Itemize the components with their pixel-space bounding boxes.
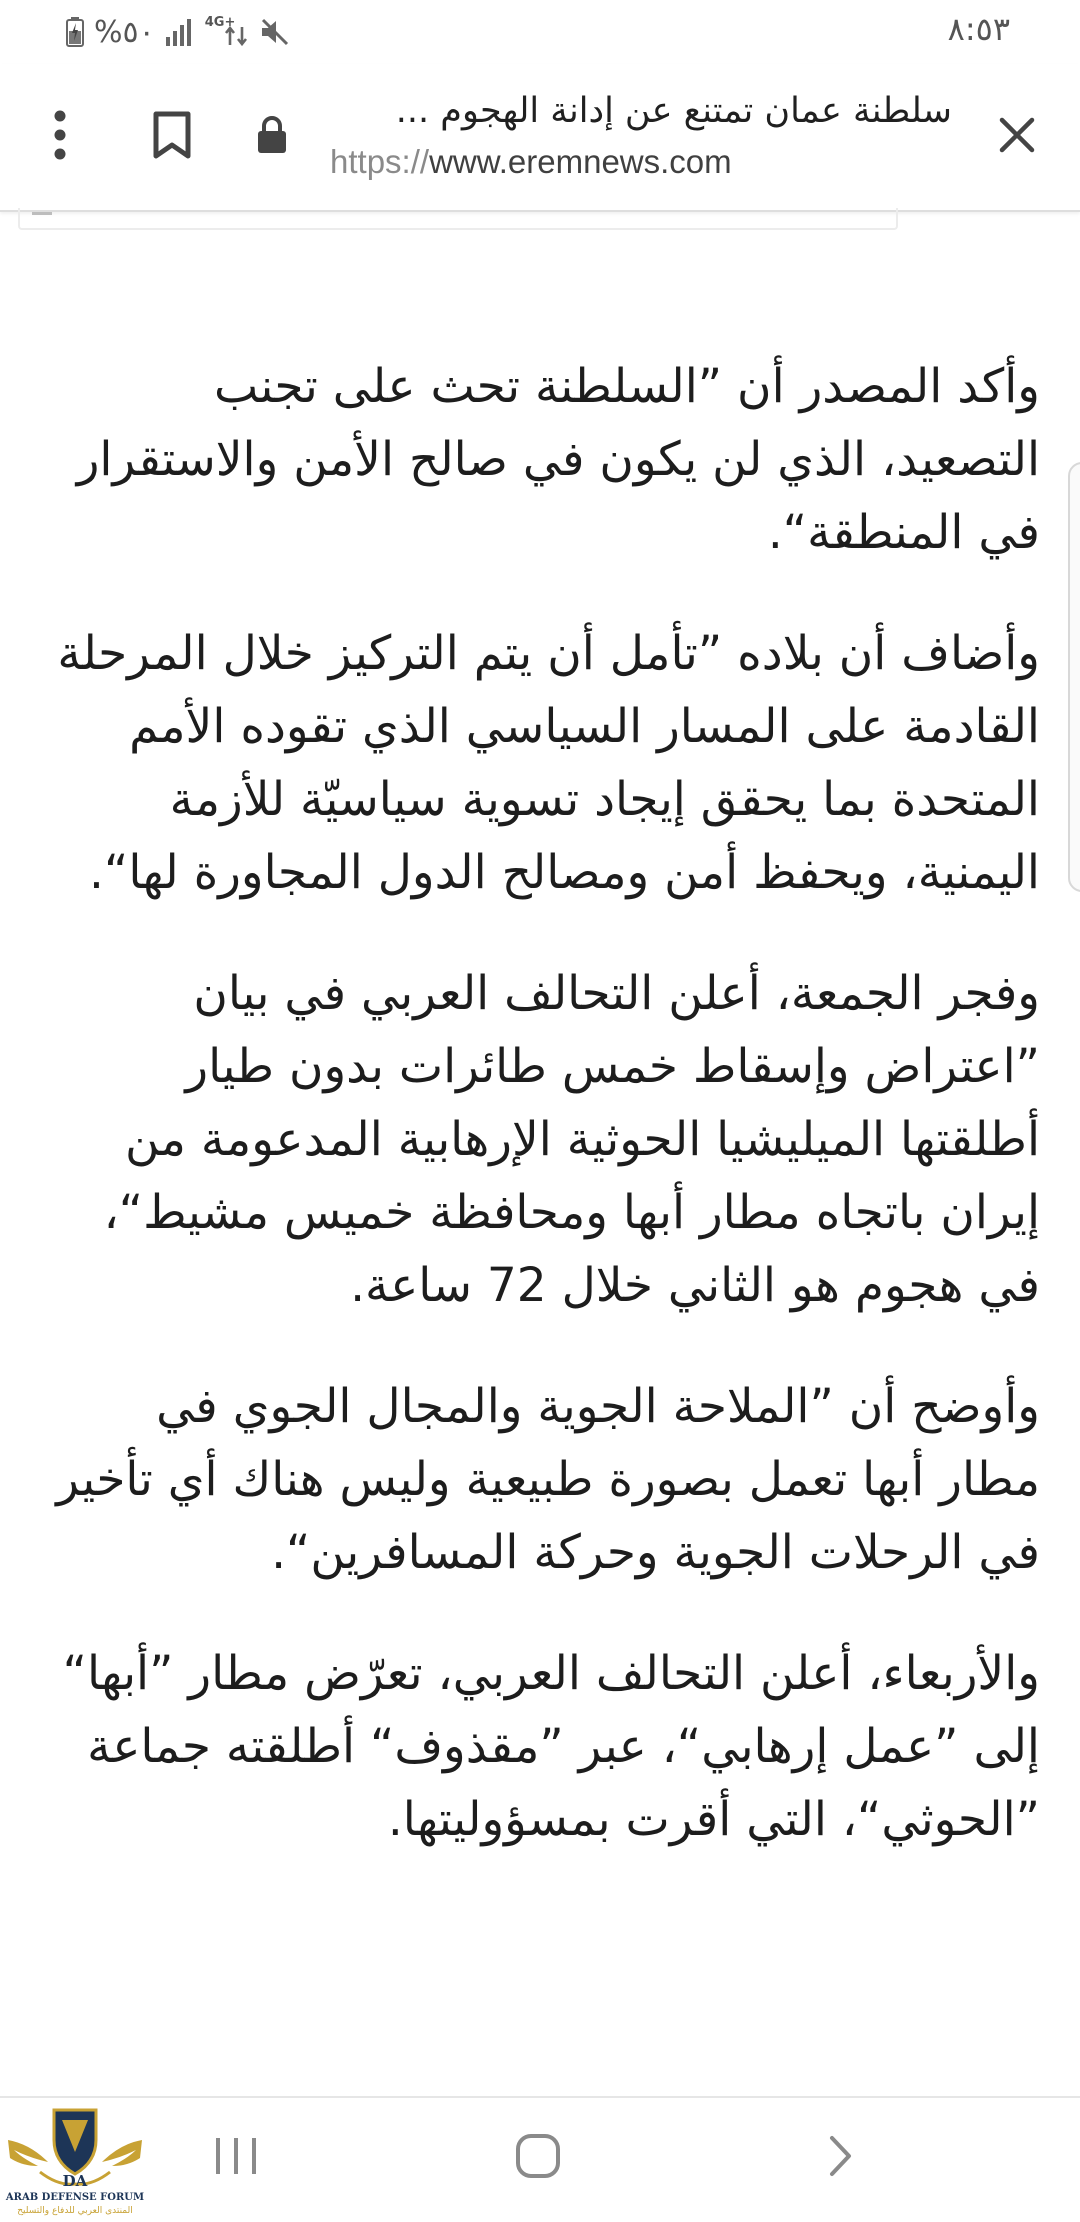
forum-name-ar: المنتدى العربي للدفاع والتسليح	[17, 2206, 133, 2216]
recent-apps-button[interactable]	[202, 2128, 272, 2188]
home-icon	[515, 2133, 561, 2183]
close-icon	[997, 115, 1037, 159]
back-button[interactable]	[805, 2128, 875, 2188]
side-scroll-handle[interactable]	[1068, 462, 1080, 892]
home-button[interactable]	[503, 2128, 573, 2188]
system-navigation-bar	[0, 2096, 1080, 2222]
article-body	[55, 350, 1040, 1904]
status-icons	[66, 12, 291, 52]
url-scheme: https://	[330, 143, 430, 180]
page-url	[330, 142, 732, 182]
page-title: سلطنة عمان تمتنع عن إدانة الهجوم ...	[395, 91, 952, 131]
forum-watermark	[0, 2100, 150, 2218]
recent-apps-icon	[214, 2136, 260, 2180]
site-security-button[interactable]	[237, 102, 307, 172]
article-paragraph-1: وأكد المصدر أن ”السلطنة تحث على تجنب التصعيد، الذي لن يكون في صالح الأمن والاستقرار في المنطقة“.	[76, 359, 1040, 560]
article-paragraph-5: والأربعاء، أعلن التحالف العربي، تعرّض مطار ”أبها“ إلى ”عمل إرهابي“، عبر ”مقذوف“ أطلقته جماعة ”الحوثي“، التي أقرت بمسؤوليتها.	[62, 1646, 1040, 1847]
status-time: ٨:٥٣	[947, 10, 1010, 48]
network-type: 4G+	[204, 14, 236, 30]
forum-logo-icon	[0, 2172, 150, 2222]
bookmark-icon	[152, 111, 192, 163]
article-paragraph-4: وأوضح أن ”الملاحة الجوية والمجال الجوي في مطار أبها تعمل بصورة طبيعية وليس هناك أي تأخير في الرحلات الجوية وحركة المسافرين“.	[56, 1379, 1040, 1580]
signal-icon	[165, 17, 195, 47]
forum-logo-letters: DA	[62, 2172, 88, 2190]
bookmark-button[interactable]	[137, 102, 207, 172]
embedded-card-edge	[18, 208, 898, 230]
battery-percent: %٥٠	[94, 14, 155, 50]
address-area[interactable]	[330, 86, 960, 196]
forum-name-en: ARAB DEFENSE FORUM	[5, 2192, 145, 2203]
status-bar	[0, 0, 1080, 64]
back-icon	[825, 2134, 855, 2182]
more-options-button[interactable]	[25, 102, 95, 172]
lock-icon	[256, 115, 288, 159]
browser-toolbar	[0, 64, 1080, 212]
battery-charging-icon	[66, 17, 84, 47]
url-host: www.eremnews.com	[429, 143, 732, 180]
article-paragraph-3: وفجر الجمعة، أعلن التحالف العربي في بيان ”اعتراض وإسقاط خمس طائرات بدون طيار أطلقتها الميليشيا الحوثية الإرهابية المدعومة من إيران باتجاه مطار أبها ومحافظة خميس مشيط“، في هجوم هو الثاني خلال 72 ساعة.	[103, 966, 1040, 1313]
more-vert-icon	[50, 110, 70, 164]
close-tab-button[interactable]	[982, 102, 1052, 172]
article-paragraph-2: وأضاف أن بلاده ”تأمل أن يتم التركيز خلال المرحلة القادمة على المسار السياسي الذي تقوده الأمم المتحدة بما يحقق إيجاد تسوية سياسيّة للأزمة اليمنية، ويحفظ أمن ومصالح الدول المجاورة لها“.	[57, 626, 1040, 900]
mute-icon	[259, 17, 291, 47]
